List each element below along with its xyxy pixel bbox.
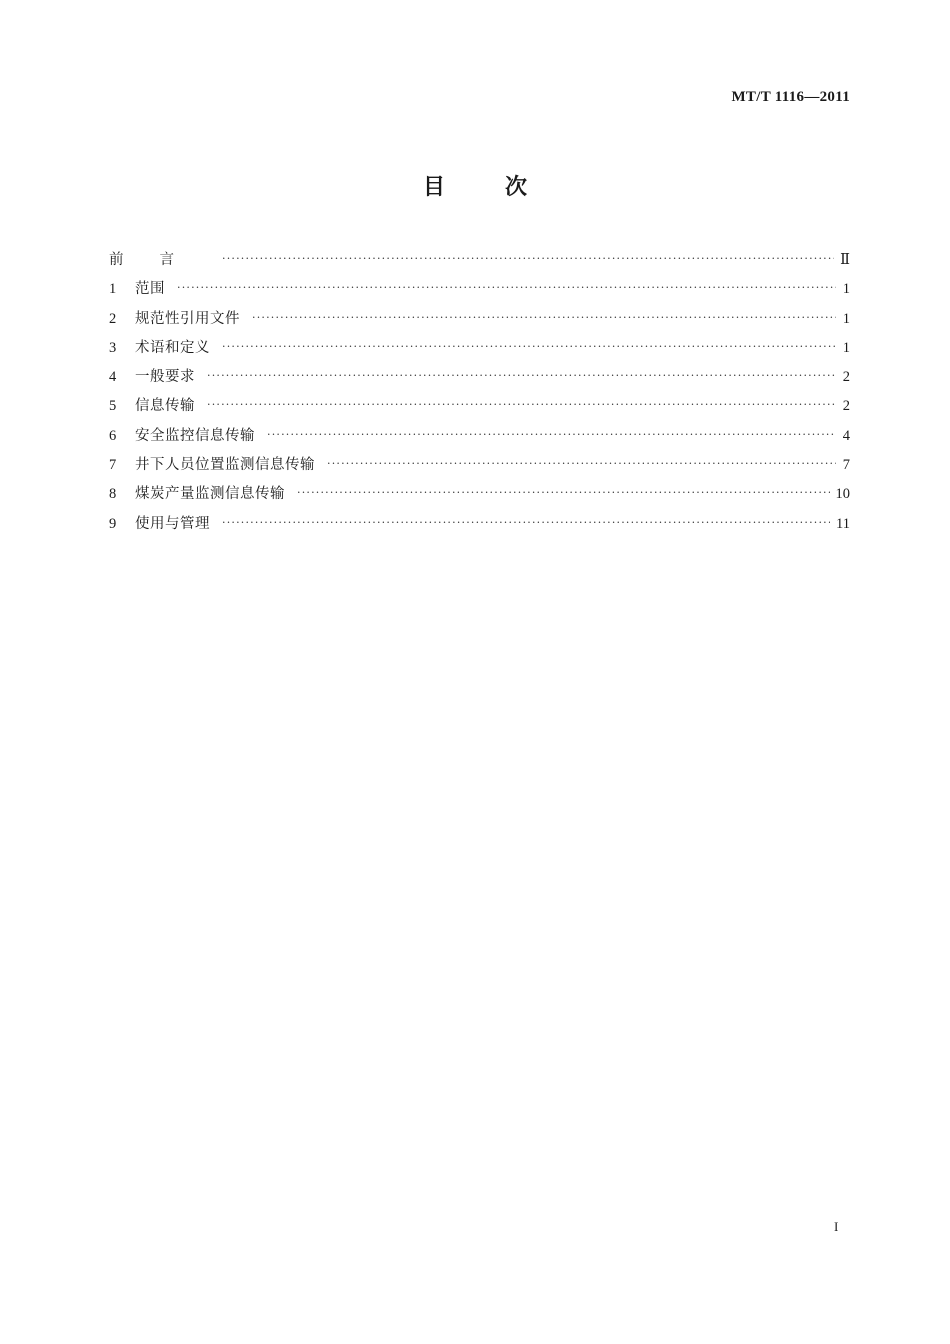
toc-number: 4 <box>109 369 117 386</box>
toc-number: 5 <box>109 398 117 415</box>
toc-page: 7 <box>842 457 850 474</box>
toc-page: 10 <box>835 486 850 503</box>
toc-leader-dots <box>207 369 836 382</box>
page-title <box>0 170 950 201</box>
toc-label: 安全监控信息传输 <box>135 427 255 444</box>
toc-leader-dots <box>252 311 836 324</box>
table-of-contents <box>109 248 850 541</box>
toc-leader-dots <box>327 457 836 470</box>
toc-page: Ⅱ <box>840 252 850 268</box>
toc-label: 煤炭产量监测信息传输 <box>135 486 285 503</box>
toc-label: 使用与管理 <box>135 515 210 532</box>
toc-entry-8[interactable] <box>109 482 850 511</box>
toc-label: 前言 <box>109 252 210 268</box>
toc-page: 1 <box>842 339 850 356</box>
toc-number: 6 <box>109 427 117 444</box>
title-char-2: 次 <box>505 175 528 200</box>
toc-label: 信息传输 <box>135 398 195 415</box>
toc-number: 1 <box>109 281 117 298</box>
toc-page: 1 <box>842 281 850 298</box>
toc-entry-6[interactable] <box>109 424 850 453</box>
toc-entry-2[interactable] <box>109 307 850 336</box>
toc-entry-3[interactable] <box>109 336 850 365</box>
toc-number: 2 <box>109 310 117 327</box>
toc-page: 2 <box>842 398 850 415</box>
toc-number: 8 <box>109 486 117 503</box>
toc-page: 11 <box>836 515 850 532</box>
toc-label: 一般要求 <box>135 369 195 386</box>
toc-label: 井下人员位置监测信息传输 <box>135 457 315 474</box>
toc-page: 1 <box>842 310 850 327</box>
toc-label: 规范性引用文件 <box>135 310 240 327</box>
toc-entry-9[interactable] <box>109 512 850 541</box>
toc-leader-dots <box>177 281 836 294</box>
toc-page: 2 <box>842 369 850 386</box>
toc-leader-dots <box>207 398 836 411</box>
toc-entry-4[interactable] <box>109 365 850 394</box>
toc-leader-dots <box>222 516 830 529</box>
toc-entry-1[interactable] <box>109 277 850 306</box>
toc-entry-7[interactable] <box>109 453 850 482</box>
toc-leader-dots <box>297 486 830 499</box>
toc-leader-dots <box>222 340 836 353</box>
title-char-1: 目 <box>422 175 445 200</box>
toc-page: 4 <box>842 427 850 444</box>
page-number: I <box>834 1219 839 1234</box>
toc-number: 9 <box>109 515 117 532</box>
toc-number: 3 <box>109 339 117 356</box>
toc-entry-5[interactable] <box>109 394 850 423</box>
standard-code: MT/T 1116—2011 <box>731 89 850 105</box>
toc-label: 术语和定义 <box>135 339 210 356</box>
toc-label: 范围 <box>135 281 165 298</box>
toc-number: 7 <box>109 457 117 474</box>
toc-entry-foreword[interactable] <box>109 248 850 277</box>
toc-leader-dots <box>267 428 836 441</box>
toc-leader-dots <box>222 252 834 265</box>
